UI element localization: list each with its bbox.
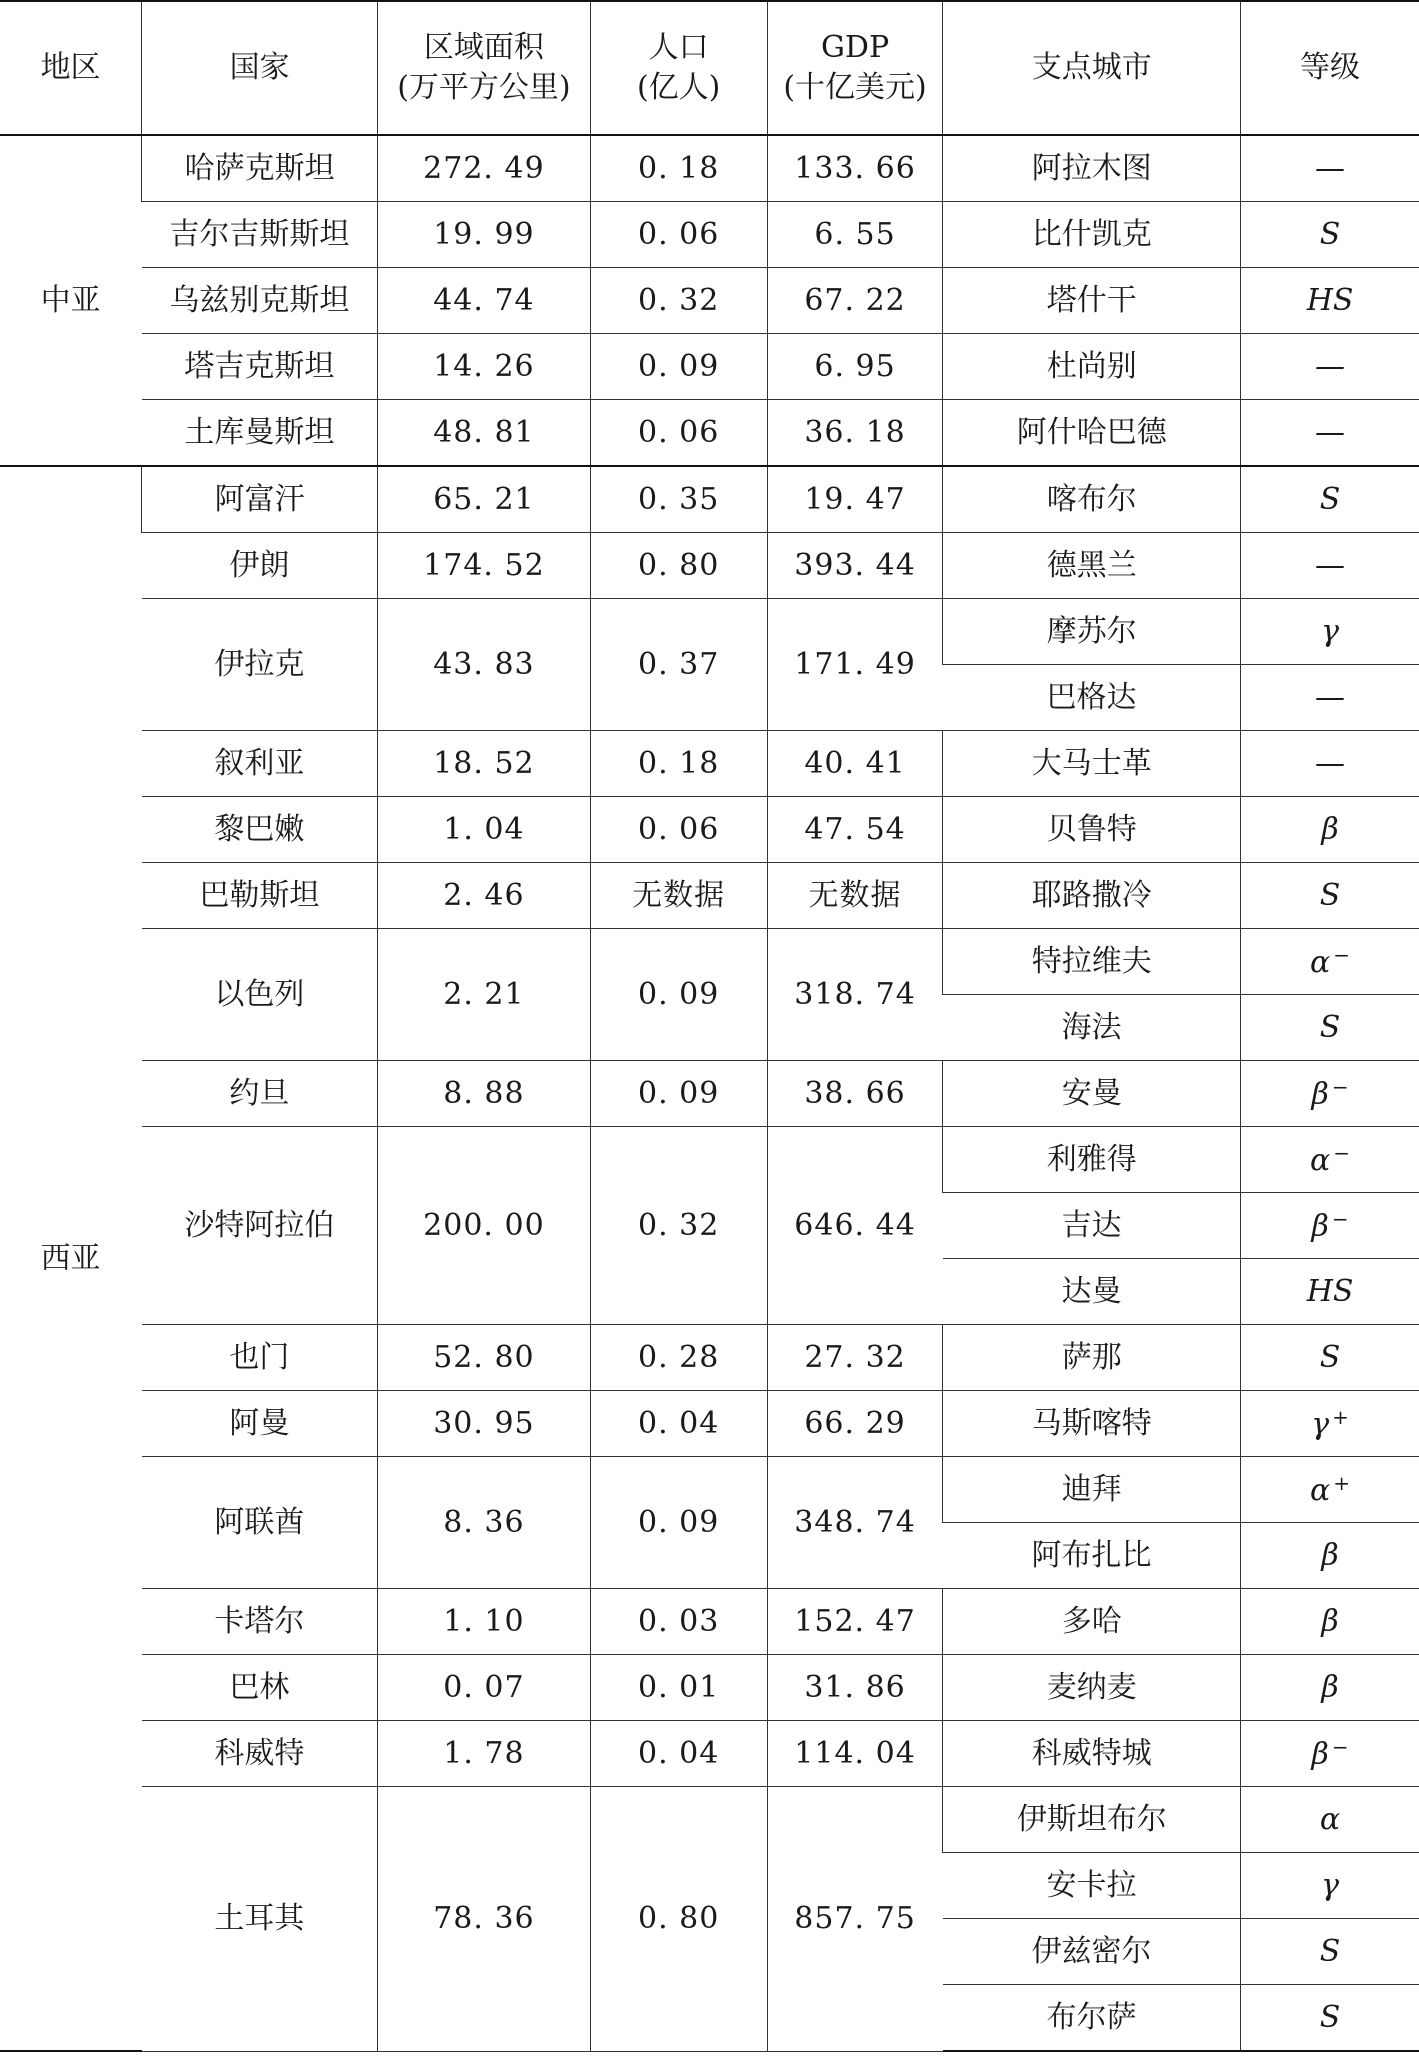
gdp-cell: 646. 44 [767,1127,943,1325]
table-row [0,863,1419,929]
region-cell: 西亚 [0,466,142,2051]
area-cell: 19. 99 [378,202,590,268]
grade-value [1311,1734,1349,1772]
table-row [0,1787,1419,1853]
city-cell: 阿布扎比 [943,1523,1241,1589]
area-cell: 18. 52 [378,731,590,797]
area-cell: 1. 78 [378,1721,590,1787]
area-cell: 78. 36 [378,1787,590,2052]
grade-cell [1241,1589,1419,1655]
grade-letter: γ [1321,1867,1340,1903]
city-cell: 吉达 [943,1193,1241,1259]
header-population-line2: (亿人) [636,70,721,105]
city-cell: 安卡拉 [943,1853,1241,1919]
grade-letter: γ [1321,613,1340,649]
city-cell: 迪拜 [943,1457,1241,1523]
area-cell: 0. 07 [378,1655,590,1721]
city-cell: 安曼 [943,1061,1241,1127]
grade-letter: α [1310,944,1331,980]
grade-letter: α [1319,1801,1341,1837]
header-area-line2: (万平方公里) [397,70,571,105]
grade-value [1320,1802,1340,1837]
country-cell: 科威特 [142,1721,378,1787]
country-cell: 也门 [142,1325,378,1391]
population-cell: 0. 18 [590,731,767,797]
header-gdp-line1: GDP [820,29,890,65]
population-cell: 0. 06 [590,400,767,467]
grade-value [1321,614,1339,649]
gdp-cell: 318. 74 [767,929,943,1061]
gdp-cell: 31. 86 [767,1655,943,1721]
area-cell: 2. 46 [378,863,590,929]
city-cell: 德黑兰 [943,533,1241,599]
grade-modifier: + [1332,1404,1349,1429]
grade-cell [1241,1853,1419,1919]
grade-value [1311,1074,1349,1112]
grade-cell [1241,1325,1419,1391]
city-cell: 萨那 [943,1325,1241,1391]
area-cell: 272. 49 [378,135,590,202]
grade-value [1321,1538,1338,1573]
grade-cell [1241,1391,1419,1457]
grade-cell [1241,1193,1419,1259]
table-row [0,135,1419,202]
grade-value [1310,1470,1351,1508]
area-cell: 1. 10 [378,1589,590,1655]
population-cell: 0. 04 [590,1721,767,1787]
gdp-cell: 66. 29 [767,1391,943,1457]
grade-letter: — [1315,679,1346,715]
gdp-cell: 36. 18 [767,400,943,467]
gdp-cell: 348. 74 [767,1457,943,1589]
country-cell: 以色列 [142,929,378,1061]
grade-value [1310,942,1351,980]
city-cell: 贝鲁特 [943,797,1241,863]
area-cell: 1. 04 [378,797,590,863]
header-grade: 等级 [1241,1,1419,135]
gdp-cell: 无数据 [767,863,943,929]
grade-cell [1241,929,1419,995]
city-cell: 麦纳麦 [943,1655,1241,1721]
header-area-line1: 区域面积 [423,29,544,65]
area-cell: 200. 00 [378,1127,590,1325]
city-cell: 布尔萨 [943,1985,1241,2052]
grade-value [1315,415,1345,450]
city-cell: 伊斯坦布尔 [943,1787,1241,1853]
city-cell: 耶路撒冷 [943,863,1241,929]
gdp-cell: 27. 32 [767,1325,943,1391]
table-body [0,135,1419,2051]
grade-cell [1241,1655,1419,1721]
country-cell: 约旦 [142,1061,378,1127]
area-cell: 30. 95 [378,1391,590,1457]
gdp-cell: 19. 47 [767,466,943,533]
grade-cell [1241,135,1419,202]
population-cell: 0. 80 [590,533,767,599]
grade-letter: β [1321,1669,1339,1705]
country-cell: 巴林 [142,1655,378,1721]
grade-value [1320,217,1341,252]
region-cell: 中亚 [0,135,142,466]
country-cell: 土库曼斯坦 [142,400,378,467]
grade-modifier: − [1331,1206,1349,1231]
table-row [0,731,1419,797]
grade-value [1321,812,1338,847]
city-cell: 特拉维夫 [943,929,1241,995]
gdp-cell: 133. 66 [767,135,943,202]
grade-cell [1241,533,1419,599]
population-cell: 0. 09 [590,334,767,400]
grade-letter: S [1319,481,1341,517]
area-cell: 52. 80 [378,1325,590,1391]
grade-letter: HS [1306,1273,1354,1309]
population-cell: 0. 01 [590,1655,767,1721]
table-row [0,797,1419,863]
grade-value [1321,1604,1338,1639]
area-cell: 2. 21 [378,929,590,1061]
grade-value [1315,746,1345,781]
table-row [0,1655,1419,1721]
population-cell: 0. 37 [590,599,767,731]
country-cell: 吉尔吉斯斯坦 [142,202,378,268]
grade-value [1320,1340,1341,1375]
city-cell: 塔什干 [943,268,1241,334]
grade-modifier: − [1333,1140,1351,1165]
population-cell: 0. 09 [590,1061,767,1127]
area-cell: 174. 52 [378,533,590,599]
city-cell: 多哈 [943,1589,1241,1655]
grade-cell [1241,202,1419,268]
city-cell: 巴格达 [943,665,1241,731]
table-row [0,334,1419,400]
city-cell: 阿什哈巴德 [943,400,1241,467]
area-cell: 14. 26 [378,334,590,400]
table-row [0,1721,1419,1787]
grade-value [1315,680,1345,715]
table-row [0,1589,1419,1655]
grade-value [1311,1404,1349,1442]
area-cell: 48. 81 [378,400,590,467]
grade-letter: β [1311,1208,1329,1244]
country-cell: 土耳其 [142,1787,378,2052]
population-cell: 0. 32 [590,268,767,334]
table-row [0,202,1419,268]
table-row [0,1127,1419,1193]
grade-value [1320,1934,1341,1969]
city-cell: 利雅得 [943,1127,1241,1193]
city-cell: 大马士革 [943,731,1241,797]
country-cell: 伊朗 [142,533,378,599]
city-cell: 摩苏尔 [943,599,1241,665]
grade-letter: β [1311,1076,1329,1112]
grade-cell [1241,995,1419,1061]
grade-modifier: − [1331,1734,1349,1759]
grade-letter: S [1319,1009,1341,1045]
grade-modifier: − [1331,1074,1349,1099]
table-row [0,400,1419,467]
grade-cell [1241,1457,1419,1523]
grade-value [1320,2000,1341,2035]
gdp-cell: 152. 47 [767,1589,943,1655]
table-header [0,1,1419,135]
grade-value [1321,1670,1338,1705]
grade-letter: HS [1306,282,1354,318]
country-cell: 伊拉克 [142,599,378,731]
area-cell: 8. 36 [378,1457,590,1589]
grade-letter: γ [1311,1406,1330,1442]
grade-cell [1241,1787,1419,1853]
country-cell: 沙特阿拉伯 [142,1127,378,1325]
header-region: 地区 [0,1,142,135]
city-cell: 科威特城 [943,1721,1241,1787]
header-gdp [767,1,943,135]
header-population [590,1,767,135]
grade-value [1320,878,1341,913]
population-cell: 0. 28 [590,1325,767,1391]
grade-cell [1241,466,1419,533]
country-cell: 乌兹别克斯坦 [142,268,378,334]
grade-value [1315,349,1345,384]
grade-cell [1241,1919,1419,1985]
country-cell: 卡塔尔 [142,1589,378,1655]
gdp-cell: 857. 75 [767,1787,943,2052]
country-cell: 巴勒斯坦 [142,863,378,929]
gdp-cell: 38. 66 [767,1061,943,1127]
grade-letter: — [1315,150,1346,186]
country-cell: 阿联酋 [142,1457,378,1589]
grade-letter: S [1319,877,1341,913]
table-row [0,929,1419,995]
header-row [0,1,1419,135]
header-population-line1: 人口 [648,29,709,65]
header-city: 支点城市 [943,1,1241,135]
header-area [378,1,590,135]
table-row [0,533,1419,599]
grade-cell [1241,863,1419,929]
grade-letter: β [1321,1603,1339,1639]
table-row [0,1391,1419,1457]
population-cell: 0. 32 [590,1127,767,1325]
header-country: 国家 [142,1,378,135]
grade-cell [1241,665,1419,731]
country-cell: 塔吉克斯坦 [142,334,378,400]
grade-value [1310,1140,1351,1178]
grade-letter: β [1311,1736,1329,1772]
country-cell: 阿曼 [142,1391,378,1457]
population-cell: 无数据 [590,863,767,929]
gdp-cell: 6. 95 [767,334,943,400]
grade-value [1307,283,1354,318]
grade-letter: S [1319,1933,1341,1969]
area-cell: 8. 88 [378,1061,590,1127]
table-row [0,1325,1419,1391]
city-cell: 马斯喀特 [943,1391,1241,1457]
grade-letter: — [1315,348,1346,384]
grade-letter: S [1319,216,1341,252]
city-cell: 阿拉木图 [943,135,1241,202]
grade-letter: β [1321,811,1339,847]
grade-cell [1241,1127,1419,1193]
gdp-cell: 47. 54 [767,797,943,863]
gdp-cell: 6. 55 [767,202,943,268]
population-cell: 0. 04 [590,1391,767,1457]
city-cell: 海法 [943,995,1241,1061]
gdp-cell: 393. 44 [767,533,943,599]
table-row [0,1061,1419,1127]
grade-modifier: + [1333,1470,1351,1495]
grade-value [1315,548,1345,583]
population-cell: 0. 09 [590,929,767,1061]
table-row [0,1457,1419,1523]
country-cell: 哈萨克斯坦 [142,135,378,202]
grade-cell [1241,400,1419,467]
gdp-cell: 40. 41 [767,731,943,797]
grade-modifier: − [1333,942,1351,967]
country-cell: 叙利亚 [142,731,378,797]
population-cell: 0. 35 [590,466,767,533]
grade-value [1320,482,1341,517]
grade-cell [1241,599,1419,665]
grade-cell [1241,797,1419,863]
grade-value [1311,1206,1349,1244]
grade-letter: S [1319,1999,1341,2035]
grade-cell [1241,1061,1419,1127]
population-cell: 0. 06 [590,202,767,268]
area-cell: 44. 74 [378,268,590,334]
grade-cell [1241,334,1419,400]
table-row [0,268,1419,334]
grade-value [1315,151,1345,186]
grade-letter: α [1310,1142,1331,1178]
country-cell: 黎巴嫩 [142,797,378,863]
grade-value [1321,1868,1339,1903]
area-cell: 65. 21 [378,466,590,533]
grade-cell [1241,1985,1419,2052]
table-row [0,599,1419,665]
city-cell: 杜尚别 [943,334,1241,400]
country-cell: 阿富汗 [142,466,378,533]
city-cell: 达曼 [943,1259,1241,1325]
city-cell: 喀布尔 [943,466,1241,533]
grade-cell [1241,268,1419,334]
population-cell: 0. 03 [590,1589,767,1655]
grade-letter: S [1319,1339,1341,1375]
gdp-cell: 114. 04 [767,1721,943,1787]
grade-cell [1241,1721,1419,1787]
header-gdp-line2: (十亿美元) [783,70,927,105]
population-cell: 0. 18 [590,135,767,202]
city-cell: 伊兹密尔 [943,1919,1241,1985]
grade-value [1307,1274,1354,1309]
grade-letter: α [1310,1472,1331,1508]
population-cell: 0. 09 [590,1457,767,1589]
gdp-cell: 171. 49 [767,599,943,731]
grade-letter: — [1315,547,1346,583]
table-row [0,466,1419,533]
area-cell: 43. 83 [378,599,590,731]
population-cell: 0. 06 [590,797,767,863]
grade-cell [1241,731,1419,797]
population-cell: 0. 80 [590,1787,767,2052]
grade-letter: β [1321,1537,1339,1573]
grade-cell [1241,1523,1419,1589]
gdp-cell: 67. 22 [767,268,943,334]
grade-cell [1241,1259,1419,1325]
grade-letter: — [1315,414,1346,450]
grade-letter: — [1315,745,1346,781]
city-cell: 比什凯克 [943,202,1241,268]
grade-value [1320,1010,1341,1045]
